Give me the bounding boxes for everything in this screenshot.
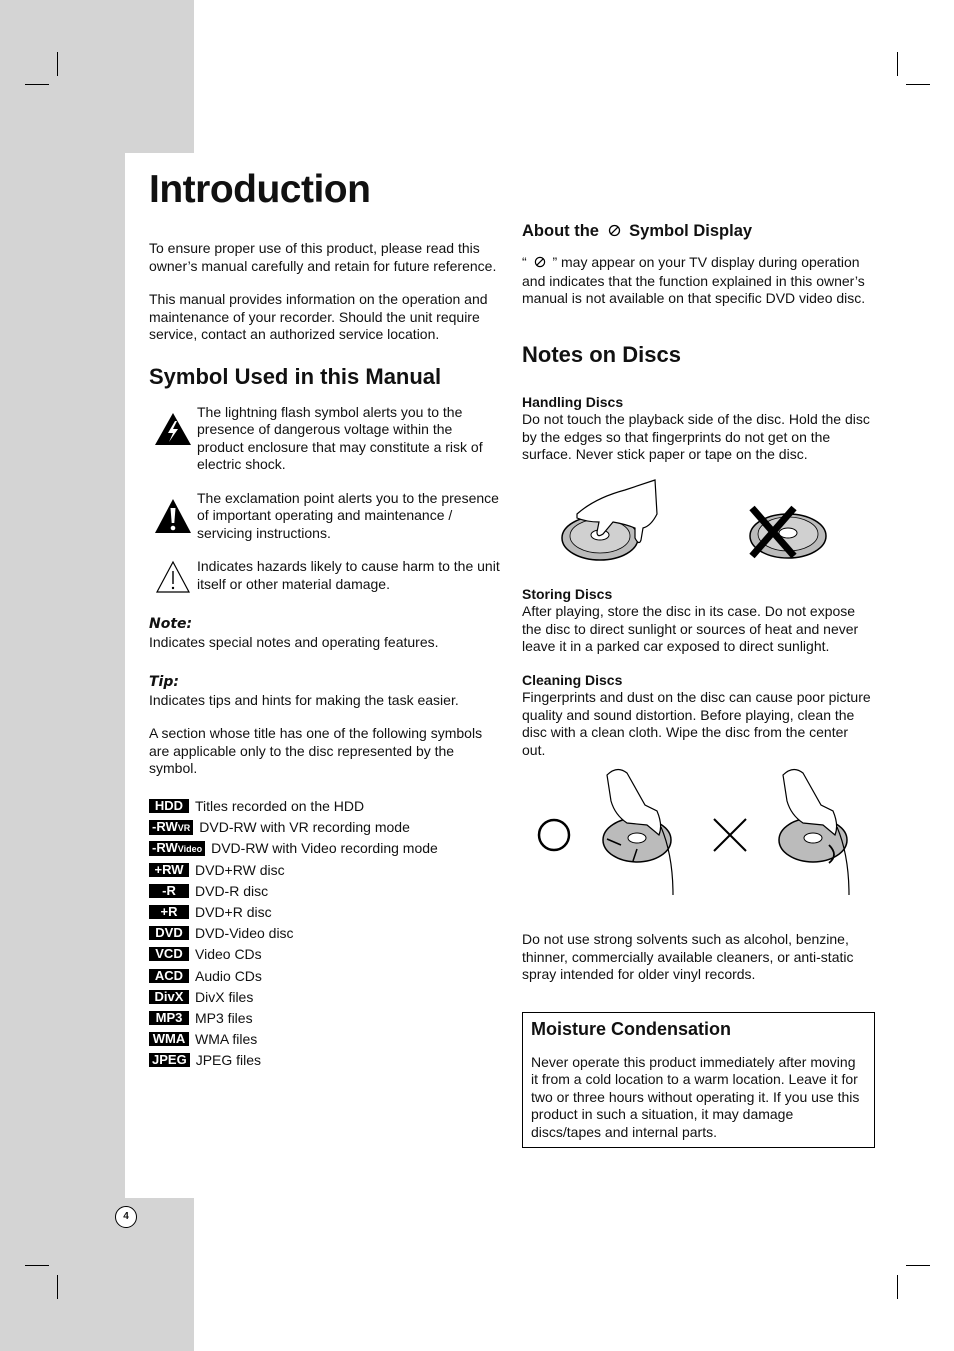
disc-badge: +R	[149, 905, 189, 919]
cleaning-discs-text: Fingerprints and dust on the disc can cause poor picture quality and sound distortion. Before playing, clean the disc with a clean cloth. Wipe the disc from the center out.	[522, 689, 871, 758]
incorrect-symbol-icon	[710, 815, 750, 855]
section-note: A section whose title has one of the following symbols are applicable only to the disc represented by the symbol.	[149, 725, 483, 776]
crop-mark	[906, 1265, 930, 1266]
disc-badge: MP3	[149, 1011, 189, 1025]
tip-label: Tip:	[149, 673, 179, 690]
list-item: DVD DVD-Video disc	[149, 923, 501, 944]
list-item: WMA WMA files	[149, 1029, 501, 1050]
crop-mark	[25, 1265, 49, 1266]
crop-mark	[897, 1275, 898, 1299]
crop-mark	[57, 52, 58, 76]
incorrect-cleaning-illustration	[773, 765, 863, 905]
symbol-item-text: The lightning flash symbol alerts you to the presence of dangerous voltage within the product enclosure that may constitute a risk of electric shock.	[197, 403, 483, 472]
prohibited-symbol-icon	[534, 255, 546, 273]
list-item: DivX DivX files	[149, 986, 501, 1007]
disc-badge: WMA	[149, 1032, 189, 1046]
list-item: -RWVideo DVD-RW with Video recording mode	[149, 838, 501, 859]
note-label: Note:	[149, 616, 193, 632]
page-title: Introduction	[149, 168, 371, 211]
crop-mark	[906, 84, 930, 85]
hazard-outline-icon	[149, 558, 197, 594]
symbol-item-text: The exclamation point alerts you to the presence of important operating and maintenance / servicing instructions.	[197, 489, 499, 541]
disc-badge: HDD	[149, 799, 189, 813]
list-item: +RW DVD+RW disc	[149, 859, 501, 880]
moisture-condensation-box	[522, 1012, 875, 1149]
exclamation-warning-icon	[149, 490, 197, 534]
disc-badge: -RWVideo	[149, 841, 205, 856]
list-item: HDD Titles recorded on the HDD	[149, 796, 501, 817]
symbol-item	[149, 558, 501, 594]
disc-symbol-list	[149, 796, 501, 1071]
list-item: ACD Audio CDs	[149, 965, 501, 986]
about-symbol-heading: About the Symbol Display	[522, 222, 753, 240]
list-item: -R DVD-R disc	[149, 880, 501, 901]
prohibited-symbol-icon	[608, 223, 621, 242]
correct-handling-illustration	[555, 478, 665, 568]
lightning-warning-icon	[149, 404, 197, 446]
incorrect-handling-illustration	[732, 478, 842, 568]
disc-badge: ACD	[149, 969, 189, 983]
page-number: 4	[115, 1206, 137, 1228]
handling-discs-text: Do not touch the playback side of the disc. Hold the disc by the edges so that fingerprints do not get on the surface. Never stick paper or tape on the disc.	[522, 411, 870, 462]
correct-cleaning-illustration	[597, 765, 687, 905]
about-symbol-text: “ ” may appear on your TV display during operation and indicates that the function explained in this owner’s manual is not available on that specific DVD video disc.	[522, 254, 866, 306]
notes-on-discs-heading: Notes on Discs	[522, 341, 681, 367]
disc-badge: DivX	[149, 990, 189, 1004]
list-item: VCD Video CDs	[149, 944, 501, 965]
moisture-text: Never operate this product immediately after moving it from a cold location to a warm location. Leave it for two or three hours without operating it. If you use this product in such a situation, it may damage discs/tapes and internal parts.	[531, 1053, 860, 1140]
correct-symbol-icon	[534, 815, 574, 855]
tip-text: Indicates tips and hints for making the task easier.	[149, 691, 459, 708]
list-item: JPEG JPEG files	[149, 1050, 501, 1071]
intro-paragraph: This manual provides information on the operation and maintenance of your recorder. Should the unit require service, contact an authorized service location.	[149, 291, 488, 342]
crop-mark	[897, 52, 898, 76]
list-item: +R DVD+R disc	[149, 901, 501, 922]
disc-badge: DVD	[149, 926, 189, 940]
left-column	[149, 168, 501, 1071]
cleaning-illustration	[522, 765, 875, 905]
symbol-item-text: Indicates hazards likely to cause harm to the unit itself or other material damage.	[197, 558, 500, 592]
moisture-heading: Moisture Condensation	[531, 1018, 732, 1039]
disc-badge: JPEG	[149, 1053, 190, 1067]
list-item: -RWVR DVD-RW with VR recording mode	[149, 817, 501, 838]
disc-badge: -R	[149, 884, 189, 898]
symbol-item	[149, 404, 501, 474]
note-text: Indicates special notes and operating features.	[149, 634, 439, 650]
symbol-item	[149, 490, 501, 543]
right-column	[522, 222, 875, 1148]
handling-illustration	[522, 478, 875, 568]
intro-paragraph: To ensure proper use of this product, please read this owner’s manual carefully and retain for future reference.	[149, 240, 497, 274]
disc-badge: VCD	[149, 947, 189, 961]
handling-discs-title: Handling Discs	[522, 393, 624, 410]
crop-mark	[57, 1275, 58, 1299]
crop-mark	[25, 84, 49, 85]
disc-badge: -RWVR	[149, 820, 193, 835]
storing-discs-title: Storing Discs	[522, 585, 613, 602]
list-item: MP3 MP3 files	[149, 1007, 501, 1028]
disc-badge: +RW	[149, 863, 189, 877]
cleaning-discs-title: Cleaning Discs	[522, 671, 623, 688]
solvent-warning-text: Do not use strong solvents such as alcohol, benzine, thinner, commercially available cleaners, or anti-static spray intended for older vinyl records.	[522, 931, 854, 982]
storing-discs-text: After playing, store the disc in its case. Do not expose the disc to direct sunlight or sources of heat and never leave it in a parked car exposed to direct sunlight.	[522, 603, 859, 654]
symbol-section-heading: Symbol Used in this Manual	[149, 363, 442, 389]
